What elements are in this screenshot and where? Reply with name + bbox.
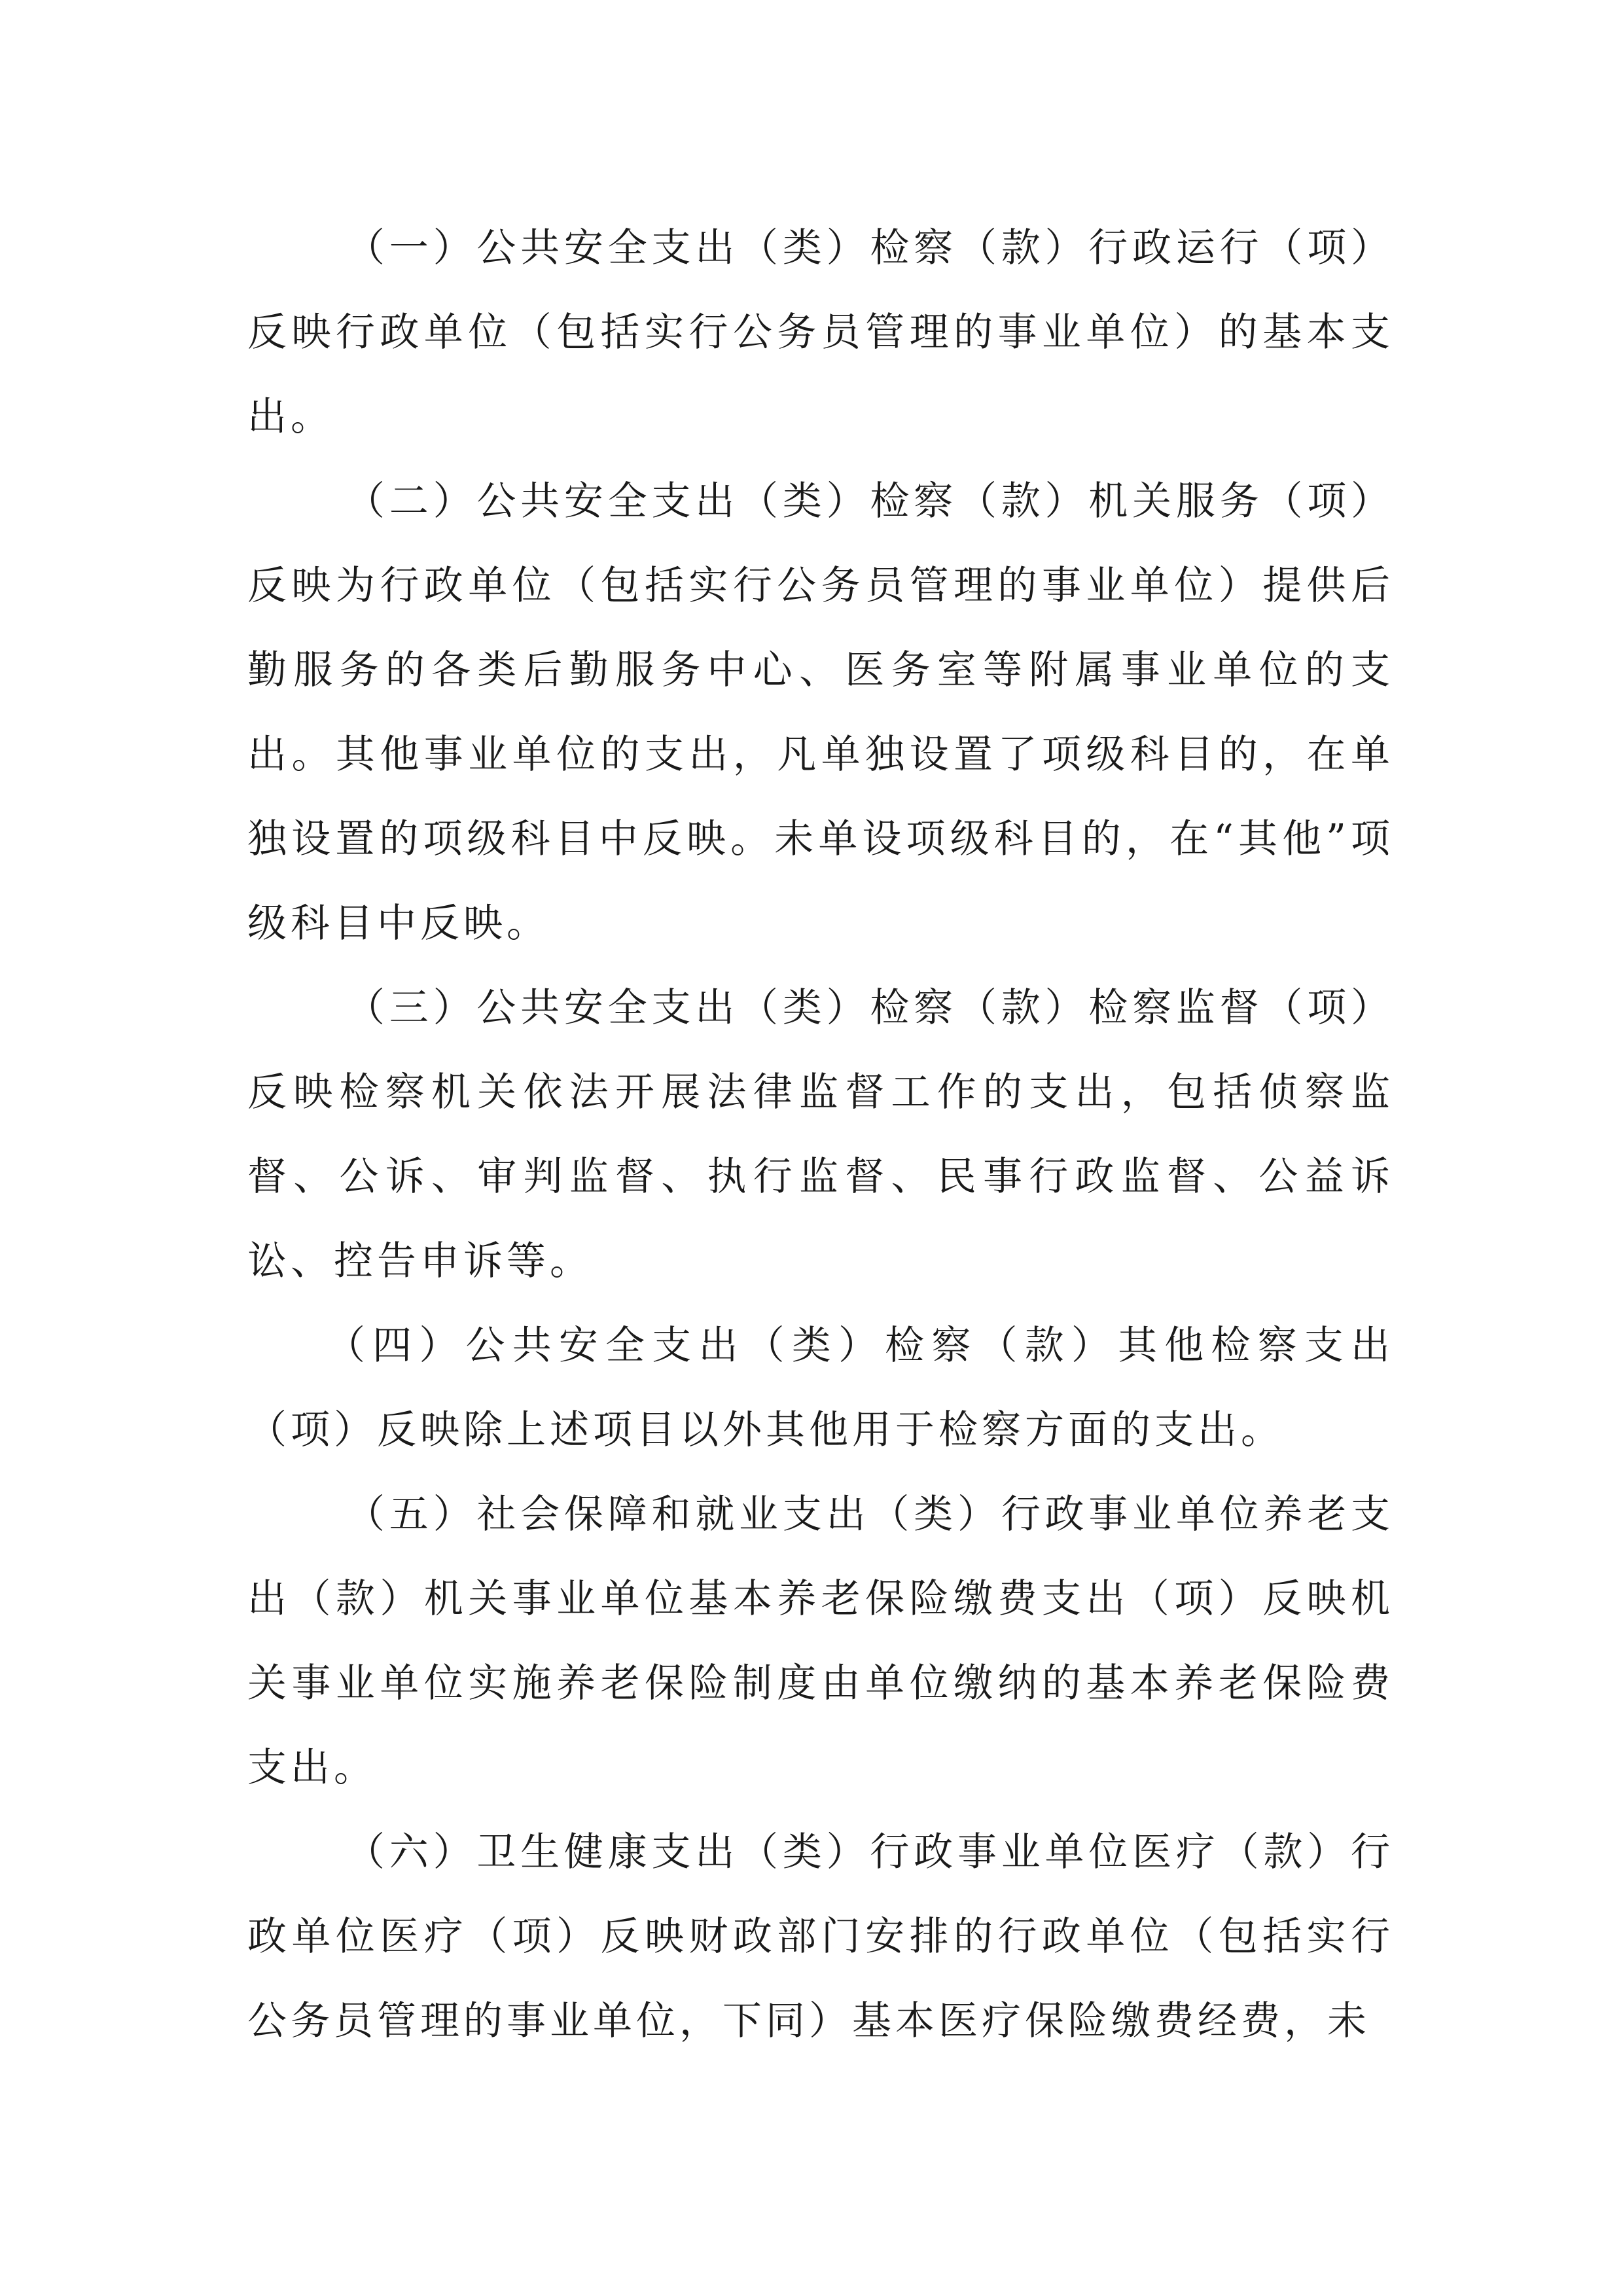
paragraph-2: （二）公共安全支出（类）检察（款）机关服务（项）反映为行政单位（包括实行公务员管理的事业单位）提供后勤服务的各类后勤服务中心、医务室等附属事业单位的支出。其他事业单位的支出，凡单独设置了项级科目的，在单独设置的项级科目中反映。未单设项级科目的，在“其他”项级科目中反映。: [247, 478, 1394, 946]
paragraph-1: （一）公共安全支出（类）检察（款）行政运行（项）反映行政单位（包括实行公务员管理的事业单位）的基本支出。: [247, 225, 1394, 440]
paragraph-6: （六）卫生健康支出（类）行政事业单位医疗（款）行政单位医疗（项）反映财政部门安排的行政单位（包括实行公务员管理的事业单位，下同）基本医疗保险缴费经费，未: [247, 1829, 1394, 2044]
paragraph-5: （五）社会保障和就业支出（类）行政事业单位养老支出（款）机关事业单位基本养老保险缴费支出（项）反映机关事业单位实施养老保险制度由单位缴纳的基本养老保险费支出。: [247, 1492, 1394, 1791]
document-body: [247, 206, 1394, 2064]
paragraph-4: （四）公共安全支出（类）检察（款）其他检察支出（项）反映除上述项目以外其他用于检察方面的支出。: [247, 1323, 1394, 1453]
paragraph-3: （三）公共安全支出（类）检察（款）检察监督（项）反映检察机关依法开展法律监督工作的支出，包括侦察监督、公诉、审判监督、执行监督、民事行政监督、公益诉讼、控告申诉等。: [247, 985, 1394, 1284]
